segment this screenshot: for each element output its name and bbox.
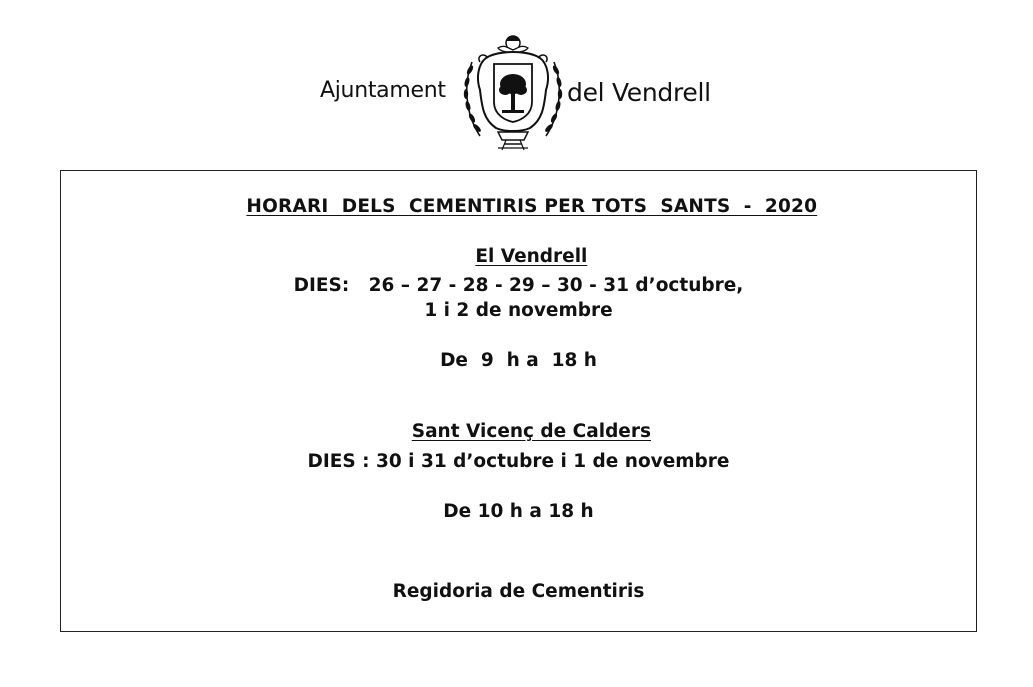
sant-vicenc-days: DIES : 30 i 31 d’octubre i 1 de novembre: [307, 451, 730, 472]
el-vendrell-hours: De 9 h a 18 h: [440, 350, 597, 371]
cemetery-hours-notice: [60, 170, 977, 632]
coat-of-arms-icon: [458, 32, 568, 152]
section-heading-sant-vicenc: Sant Vicenç de Calders: [411, 421, 651, 442]
el-vendrell-days-line-1: DIES: 26 – 27 - 28 - 29 – 30 - 31 d’octubre,: [293, 275, 744, 296]
notice-title: HORARI DELS CEMENTIRIS PER TOTS SANTS - 2020: [246, 196, 818, 217]
signature-department: Regidoria de Cementiris: [392, 581, 645, 602]
organization-name-right: del Vendrell: [567, 78, 711, 107]
section-heading-el-vendrell: El Vendrell: [475, 246, 588, 267]
el-vendrell-days-line-2: 1 i 2 de novembre: [424, 300, 613, 321]
letterhead: [0, 28, 1033, 152]
sant-vicenc-hours: De 10 h a 18 h: [443, 501, 594, 522]
organization-name-left: Ajuntament: [320, 78, 446, 103]
